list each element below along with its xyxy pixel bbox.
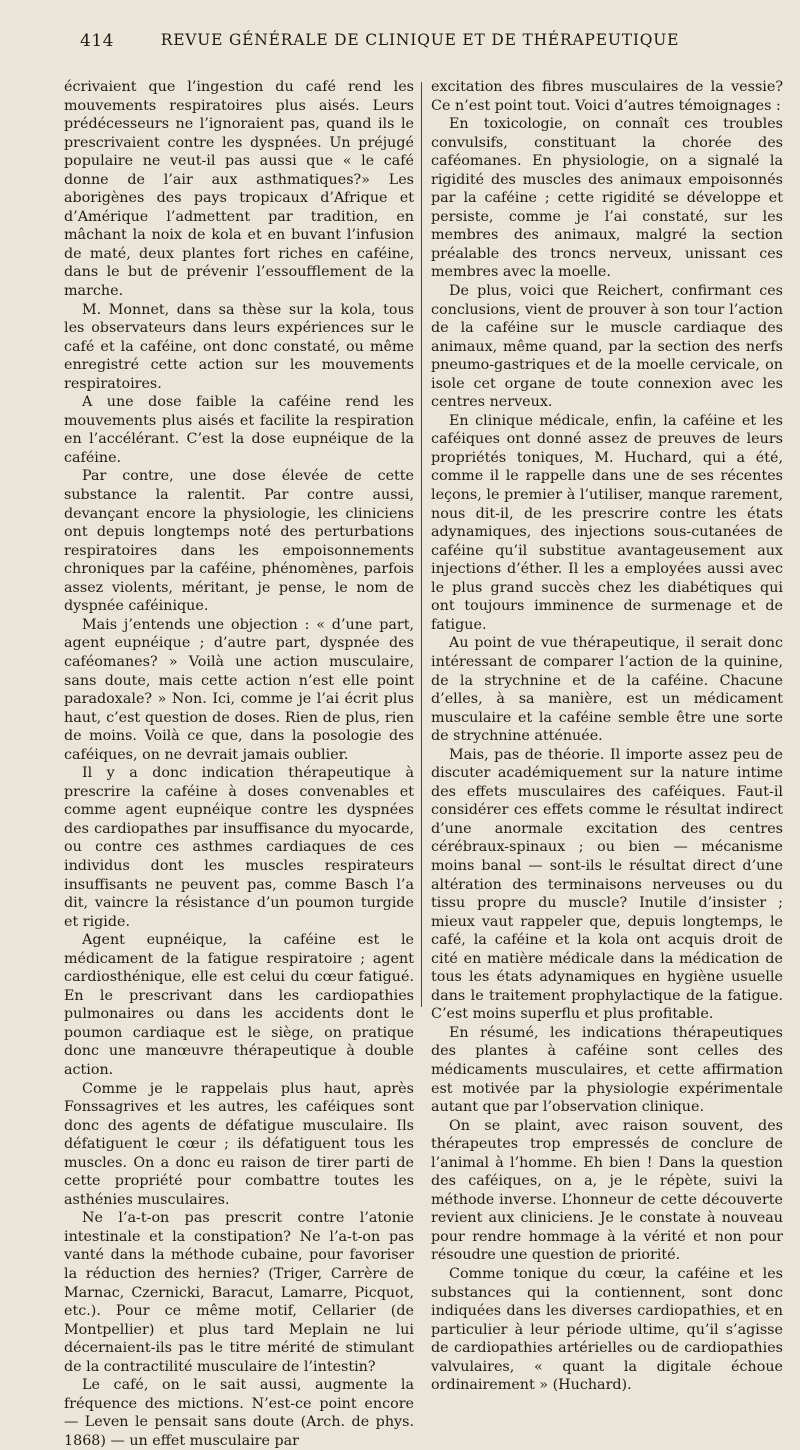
paragraph: En toxicologie, on connaît ces troubles convulsifs, constituant la chorée des caféomanes. En physiologie, on a signalé la rigidité des muscles des animaux empoisonnés par la caféine ; cette rigidité se développe et persiste, comme je l’ai constaté, sur les membres des animaux, malgré la section préalable des troncs nerveux, unissant ces membres avec la moelle.	[431, 116, 783, 281]
paragraph: écrivaient que l’ingestion du café rend les mouvements respiratoires plus aisés. Leurs prédécesseurs ne l’ignoraient pas, quand ils le prescrivaient contre les dyspnées. Un préjugé populaire ne veut-il pas aussi que « le café donne de l’air aux asthmatiques?» Les aborigènes des pays tropicaux d’Afrique et d’Amérique l’admettent par tradition, en mâchant la noix de kola et en buvant l’infusion de maté, deux plantes fort riches en caféine, dans le but de prévenir l’essoufflement de la marche.	[64, 79, 414, 300]
column-divider	[421, 82, 422, 1007]
page-number: 414	[80, 31, 114, 51]
paragraph: Ne l’a-t-on pas prescrit contre l’atonie intestinale et la constipation? Ne l’a-t-on pas vanté dans la méthode cubaine, pour favoriser la réduction des hernies? (Triger, Carrère de Marnac, Czernicki, Baracut, Lamarre, Picquot, etc.). Pour ce même motif, Cellarier (de Montpellier) et plus tard Meplain ne lui décernaient-ils pas le titre mérité de stimulant de la contractilité musculaire de l’intestin?	[64, 1210, 414, 1375]
paragraph: Mais j’entends une objection : « d’une part, agent eupnéique ; d’autre part, dyspnée des caféomanes? » Voilà une action musculaire, sans doute, mais cette action n’est elle point paradoxale? » Non. Ici, comme je l’ai écrit plus haut, c’est question de doses. Rien de plus, rien de moins. Voilà ce que, dans la posologie des caféiques, on ne devrait jamais oublier.	[64, 616, 414, 763]
paragraph: En clinique médicale, enfin, la caféine et les caféiques ont donné assez de preuves de leurs propriétés toniques, M. Huchard, qui a été, comme il le rappelle dans une de ses récentes leçons, le premier à l’utiliser, manque rarement, nous dit-il, de les prescrire contre les états adynamiques, des injections sous-cutanées de caféine qu’il substitue avantageusement aux injections d’éther. Il les a employées aussi avec le plus grand succès chez les diabétiques qui ont toujours imminence de surmenage et de fatigue.	[431, 412, 783, 633]
paragraph: Comme je le rappelais plus haut, après Fonssagrives et les autres, les caféiques sont donc des agents de défatigue musculaire. Ils défatiguent le cœur ; ils défatiguent tous les muscles. On a donc eu raison de tirer parti de cette propriété pour combattre toutes les asthénies musculaires.	[64, 1080, 414, 1208]
paragraph: En résumé, les indications thérapeutiques des plantes à caféine sont celles des médicaments musculaires, et cette affirmation est motivée par la physiologie expérimentale autant que par l’observation clinique.	[431, 1024, 783, 1116]
page-header	[0, 0, 800, 70]
paragraph: excitation des fibres musculaires de la vessie? Ce n’est point tout. Voici d’autres témoignages :	[431, 79, 783, 114]
paragraph: Il y a donc indication thérapeutique à prescrire la caféine à doses convenables et comme agent eupnéique contre les dyspnées des cardiopathes par insuffisance du myocarde, ou contre ces asthmes cardiaques de ces individus dont les muscles respirateurs insuffisants ne peuvent pas, comme Basch l’a dit, vaincre la résistance d’un poumon turgide et rigide.	[64, 765, 414, 930]
paragraph: Par contre, une dose élevée de cette substance la ralentit. Par contre aussi, devançant encore la physiologie, les cliniciens ont depuis longtemps noté des perturbations respiratoires dans les empoisonnements chroniques par la caféine, phénomènes, parfois assez violents, méritant, je pense, le nom de dyspnée caféinique.	[64, 468, 414, 615]
paragraph: De plus, voici que Reichert, confirmant ces conclusions, vient de prouver à son tour l’action de la caféine sur le muscle cardiaque des animaux, même quand, par la section des nerfs pneumo-gastriques et de la moelle cervicale, on isole cet organe de toute connexion avec les centres nerveux.	[431, 283, 783, 411]
paragraph: Au point de vue thérapeutique, il serait donc intéressant de comparer l’action de la quinine, de la strychnine et de la caféine. Chacune d’elles, à sa manière, est un médicament musculaire et la caféine semble être une sorte de strychnine atténuée.	[431, 635, 783, 745]
left-column	[64, 78, 414, 1450]
paragraph: Le café, on le sait aussi, augmente la fréquence des mictions. N’est-ce point encore — Leven le pensait sans doute (Arch. de phys. 1868) — un effet musculaire par	[64, 1377, 414, 1449]
paragraph: Mais, pas de théorie. Il importe assez peu de discuter académiquement sur la nature intime des effets musculaires des caféiques. Faut-il considérer ces effets comme le résultat indirect d’une anormale excitation des centres cérébraux-spinaux ; ou bien — mécanisme moins banal — sont-ils le résultat direct d’une altération des terminaisons nerveuses ou du tissu propre du muscle? Inutile d’insister ; mieux vaut rappeler que, depuis longtemps, le café, la caféine et la kola ont acquis droit de cité en matière médicale dans la médication de tous les états adynamiques en hygiène usuelle dans le traitement prophylactique de la fatigue. C’est moins superflu et plus profitable.	[431, 746, 783, 1023]
paragraph: On se plaint, avec raison souvent, des thérapeutes trop empressés de conclure de l’animal à l’homme. Eh bien ! Dans la question des caféiques, on a, je le répète, suivi la méthode inverse. L’honneur de cette découverte revient aux cliniciens. Je le constate à nouveau pour rendre hommage à la vérité et non pour résoudre une question de priorité.	[431, 1117, 783, 1264]
paragraph: Agent eupnéique, la caféine est le médicament de la fatigue respiratoire ; agent cardiosthénique, elle est celui du cœur fatigué. En le prescrivant dans les cardiopathies pulmonaires ou dans les accidents dont le poumon cardiaque est le siège, on pratique donc une manœuvre thérapeutique à double action.	[64, 932, 414, 1078]
paragraph: A une dose faible la caféine rend les mouvements plus aisés et facilite la respiration en l’accélérant. C’est la dose eupnéique de la caféine.	[64, 394, 414, 466]
paragraph: M. Monnet, dans sa thèse sur la kola, tous les observateurs dans leurs expériences sur le café et la caféine, ont donc constaté, ou même enregistré cette action sur les mouvements respiratoires.	[64, 301, 414, 392]
right-column	[431, 78, 783, 1395]
paragraph: Comme tonique du cœur, la caféine et les substances qui la contiennent, sont donc indiquées dans les diverses cardiopathies, et en particulier à leur période ultime, qu’il s’agisse de cardiopathies artérielles ou de cardiopathies valvulaires, « quant la digitale échoue ordinairement » (Huchard).	[431, 1266, 783, 1394]
running-title: REVUE GÉNÉRALE DE CLINIQUE ET DE THÉRAPEUTIQUE	[160, 31, 680, 49]
